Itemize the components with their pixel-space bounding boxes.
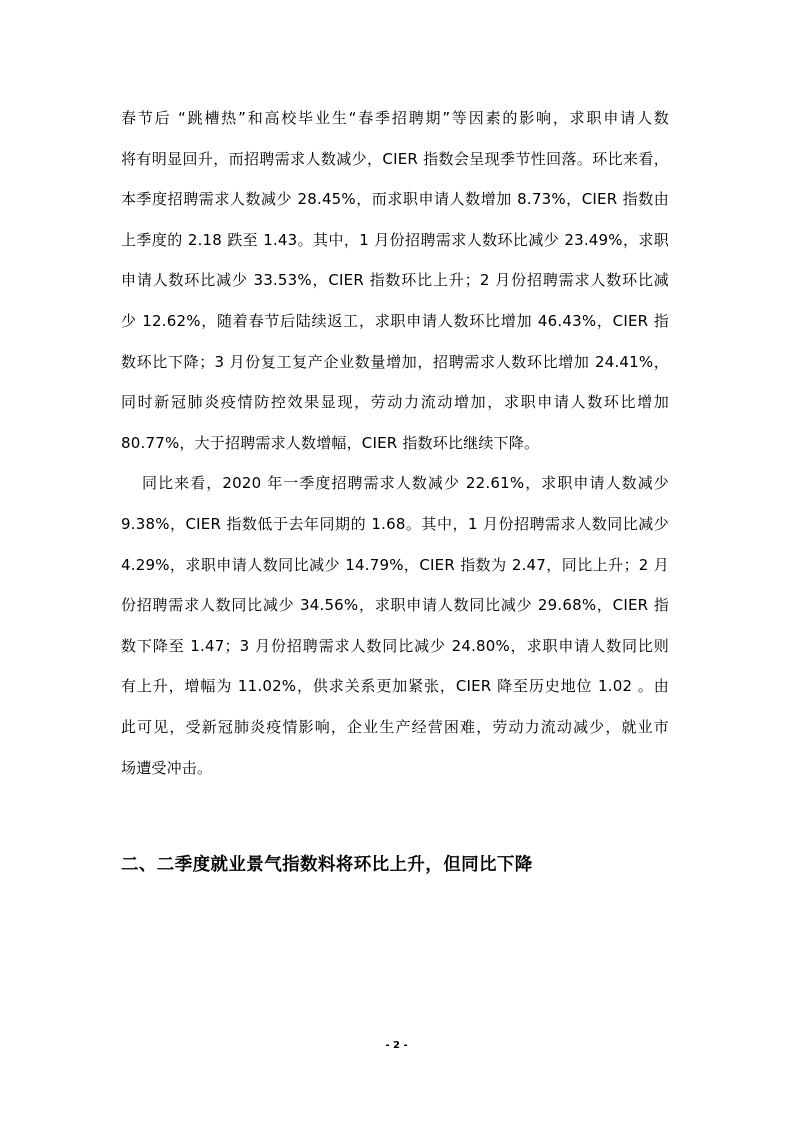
paragraph-line: 春节后 “跳槽热”和高校毕业生“春季招聘期”等因素的影响，求职申请人数 bbox=[121, 109, 669, 127]
paragraph-line: 上季度的 2.18 跌至 1.43。其中，1 月份招聘需求人数环比减少 23.49%，求职 bbox=[121, 230, 669, 249]
section-heading: 二、二季度就业景气指数料将环比上升，但同比下降 bbox=[121, 855, 533, 875]
paragraph-line: 申请人数环比减少 33.53%，CIER 指数环比上升；2 月份招聘需求人数环比减 bbox=[121, 271, 669, 290]
paragraph-line: 场遭受冲击。 bbox=[121, 758, 213, 777]
paragraph-line: 同比来看，2020 年一季度招聘需求人数减少 22.61%，求职申请人数减少 bbox=[142, 474, 669, 493]
body-text bbox=[121, 98, 669, 788]
paragraph-line: 少 12.62%，随着春节后陆续返工，求职申请人数环比增加 46.43%，CIER 指 bbox=[121, 311, 669, 330]
paragraph-line: 有上升，增幅为 11.02%，供求关系更加紧张，CIER 降至历史地位 1.02 。由 bbox=[121, 677, 669, 696]
paragraph-line: 数环比下降；3 月份复工复产企业数量增加，招聘需求人数环比增加 24.41%， bbox=[121, 352, 669, 371]
paragraph-line: 此可见，受新冠肺炎疫情影响，企业生产经营困难，劳动力流动减少，就业市 bbox=[121, 717, 669, 736]
paragraph-line: 本季度招聘需求人数减少 28.45%，而求职申请人数增加 8.73%，CIER 指数由 bbox=[121, 190, 669, 209]
paragraph-line: 份招聘需求人数同比减少 34.56%，求职申请人数同比减少 29.68%，CIER 指 bbox=[121, 596, 669, 615]
paragraph-line: 80.77%，大于招聘需求人数增幅，CIER 指数环比继续下降。 bbox=[121, 433, 540, 452]
paragraph-line: 4.29%，求职申请人数同比减少 14.79%，CIER 指数为 2.47，同比上升；2 月 bbox=[121, 555, 669, 574]
paragraph-line: 数下降至 1.47；3 月份招聘需求人数同比减少 24.80%，求职申请人数同比则 bbox=[121, 636, 669, 655]
page-number: - 2 - bbox=[385, 1040, 408, 1051]
paragraph-line: 同时新冠肺炎疫情防控效果显现，劳动力流动增加，求职申请人数环比增加 bbox=[121, 393, 669, 412]
paragraph-line: 将有明显回升，而招聘需求人数减少，CIER 指数会呈现季节性回落。环比来看， bbox=[121, 149, 669, 168]
paragraph-line: 9.38%，CIER 指数低于去年同期的 1.68。其中，1 月份招聘需求人数同比减少 bbox=[121, 514, 669, 533]
